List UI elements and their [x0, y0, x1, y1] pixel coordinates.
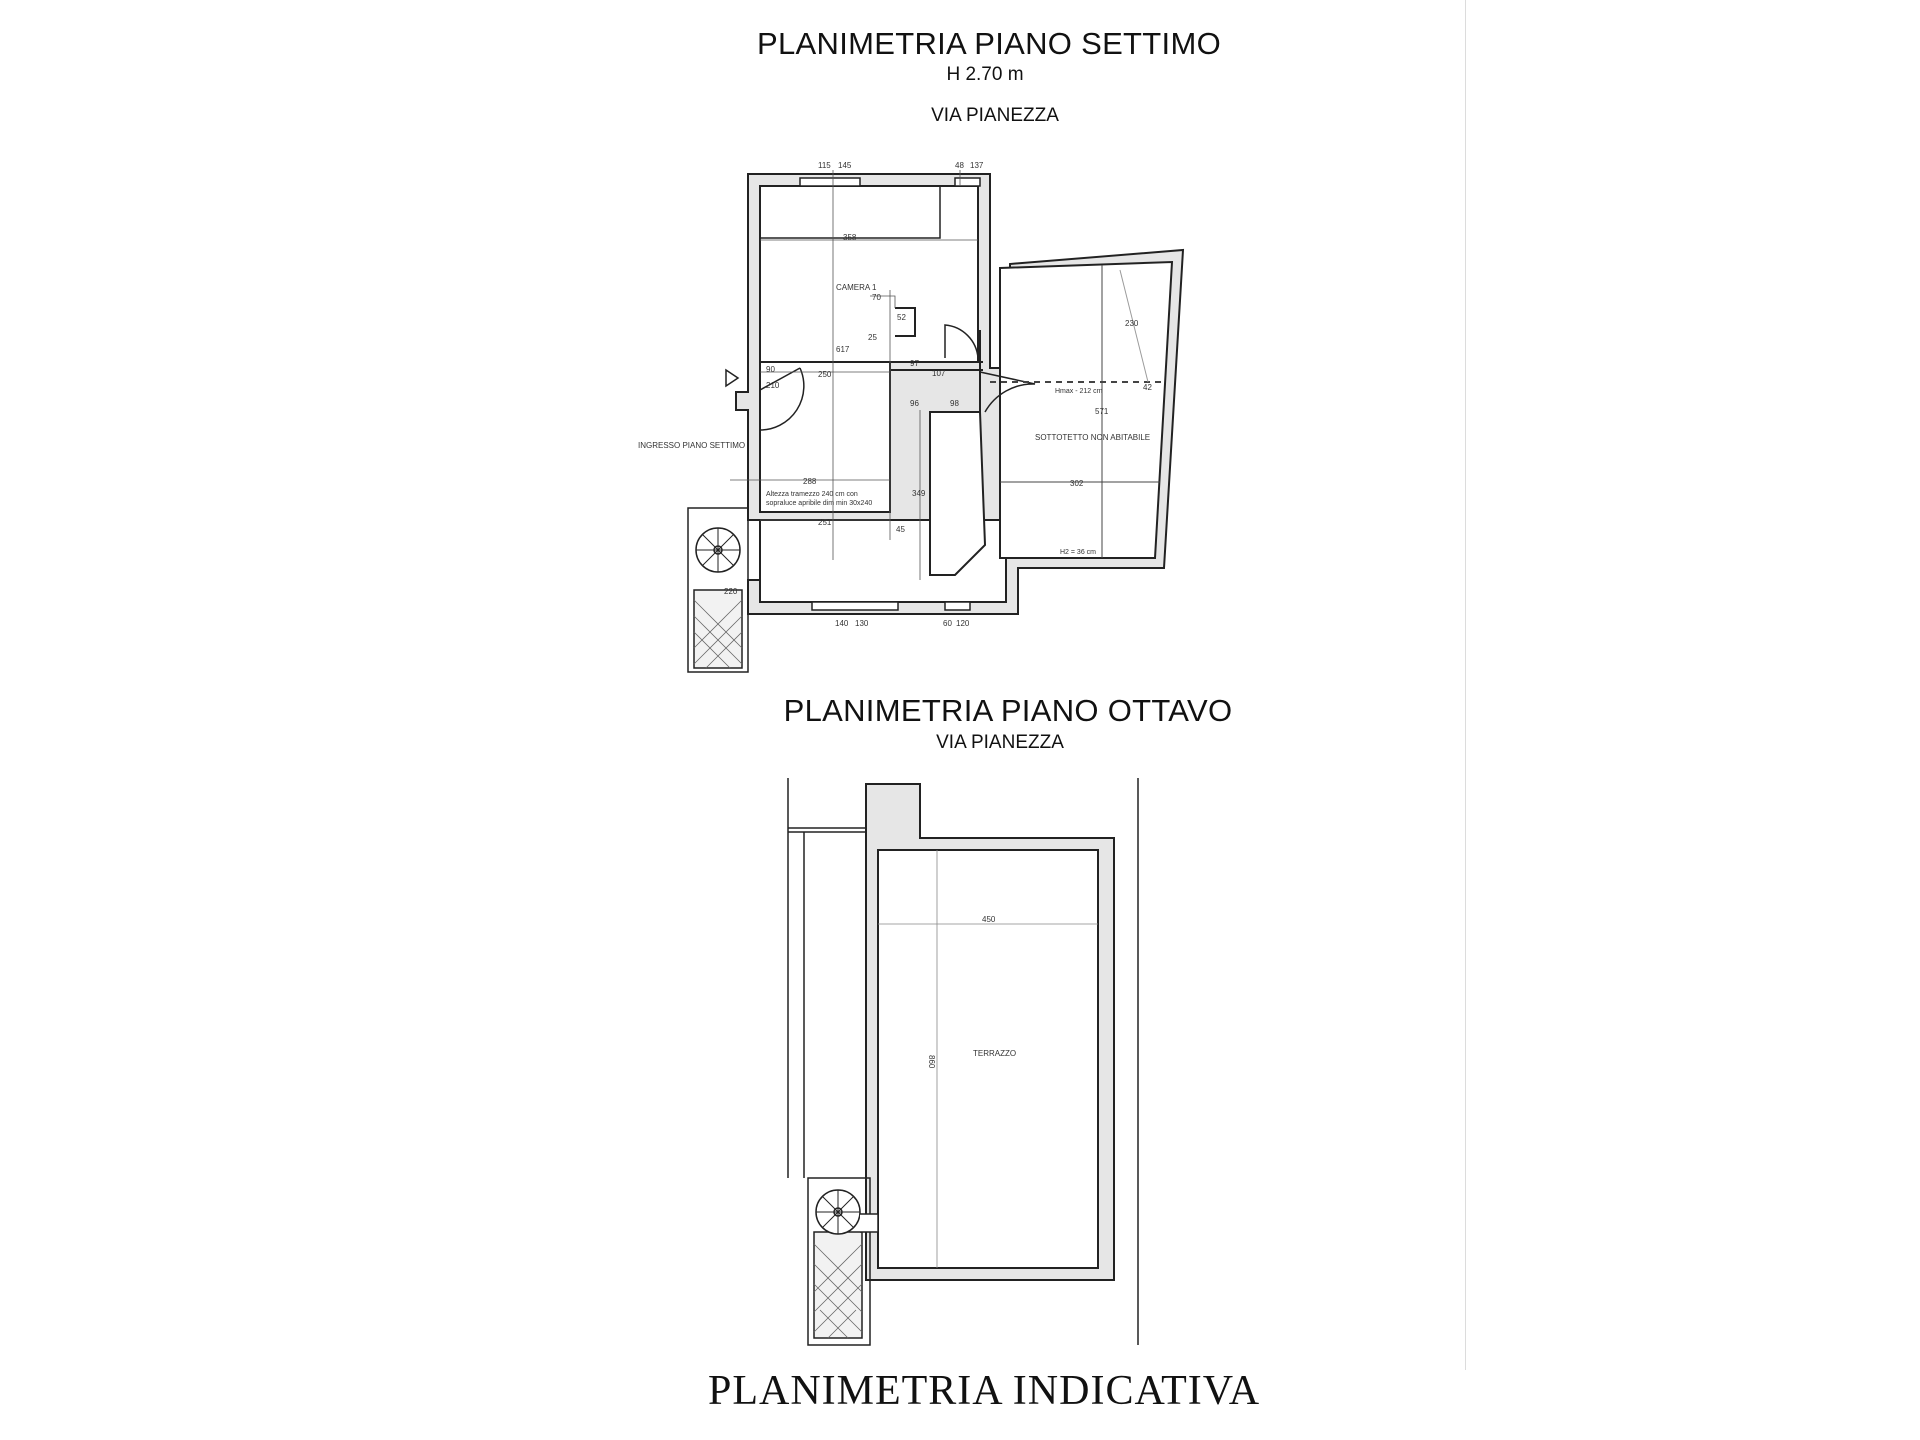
floor7-title: PLANIMETRIA PIANO SETTIMO: [757, 26, 1221, 61]
dim-60: 60: [943, 619, 952, 628]
label-note-1: Altezza tramezzo 240 cm con: [766, 491, 858, 498]
footer-title: PLANIMETRIA INDICATIVA: [707, 1368, 1261, 1414]
dim-137: 137: [970, 161, 984, 170]
floor8-street: VIA PIANEZZA: [936, 732, 1064, 753]
terrace-room: [878, 850, 1098, 1268]
dim-70: 70: [872, 293, 881, 302]
dim-97: 97: [910, 359, 919, 368]
dim-140: 140: [835, 619, 849, 628]
dim-115: 115: [818, 161, 831, 170]
dim-90: 90: [766, 365, 775, 374]
dim-230: 230: [1125, 319, 1139, 328]
dim-450: 450: [982, 915, 996, 924]
dim-302: 302: [1070, 479, 1084, 488]
dim-251: 251: [818, 518, 832, 527]
label-terrazzo: TERRAZZO: [973, 1049, 1017, 1058]
label-hmin: H2 = 36 cm: [1060, 549, 1096, 556]
floor7-street: VIA PIANEZZA: [931, 105, 1059, 126]
dim-210: 210: [766, 381, 780, 390]
label-note-2: sopraluce apribile dim min 30x240: [766, 500, 873, 507]
dim-25: 25: [868, 333, 877, 342]
dim-52: 52: [897, 313, 906, 322]
dim-358: 358: [843, 233, 857, 242]
dim-107: 107: [932, 369, 946, 378]
dim-130: 130: [855, 619, 869, 628]
dim-42: 42: [1143, 383, 1152, 392]
dim-45: 45: [896, 525, 905, 534]
dim-220: 220: [724, 587, 738, 596]
dim-617: 617: [836, 345, 850, 354]
dim-120: 120: [956, 619, 970, 628]
floor8-title: PLANIMETRIA PIANO OTTAVO: [783, 693, 1233, 728]
label-hmax: Hmax - 212 cm: [1055, 388, 1103, 395]
dim-96: 96: [910, 399, 919, 408]
label-sottotetto: SOTTOTETTO NON ABITABILE: [1035, 433, 1151, 442]
dim-48: 48: [955, 161, 964, 170]
dim-571: 571: [1095, 407, 1109, 416]
label-camera: CAMERA 1: [836, 283, 877, 292]
dim-145: 145: [838, 161, 852, 170]
dim-860: 860: [927, 1055, 936, 1069]
floor7-height: H 2.70 m: [946, 64, 1024, 85]
dim-349: 349: [912, 489, 926, 498]
dim-288: 288: [803, 477, 817, 486]
label-ingresso: INGRESSO PIANO SETTIMO: [638, 441, 746, 450]
dim-250: 250: [818, 370, 832, 379]
dim-98: 98: [950, 399, 959, 408]
